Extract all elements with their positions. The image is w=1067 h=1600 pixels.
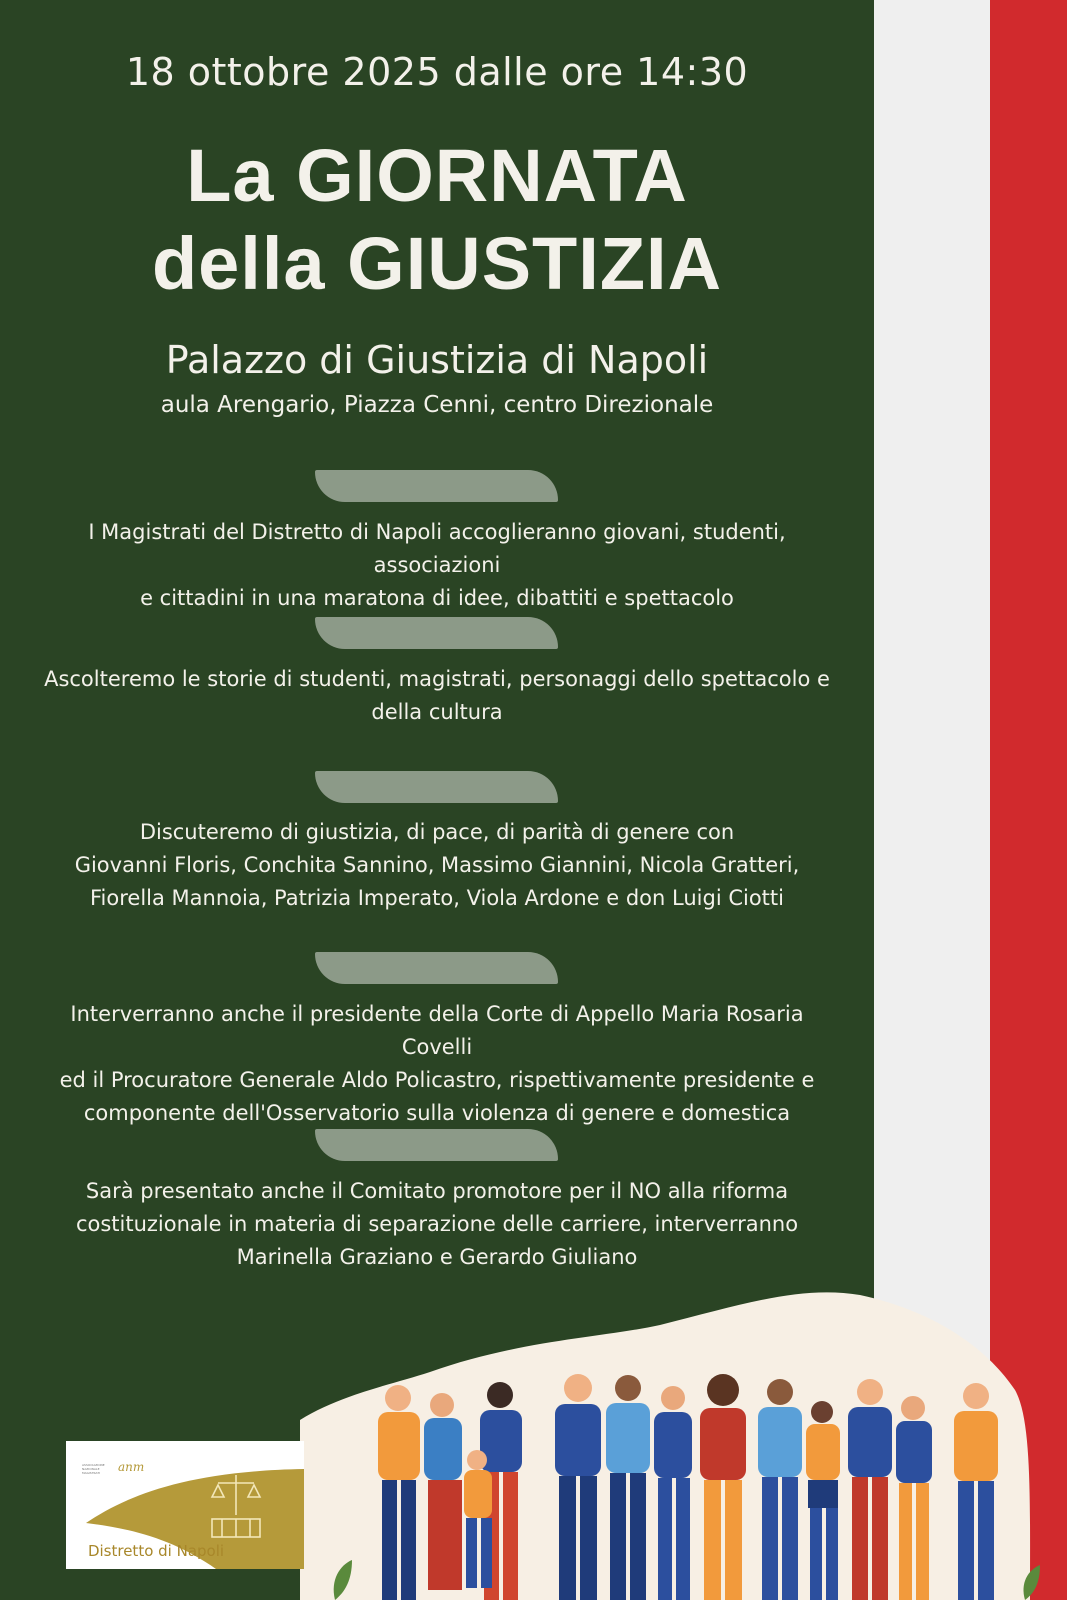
- paragraph-line: ed il Procuratore Generale Aldo Policastro, rispettivamente presidente e: [59, 1068, 815, 1092]
- logo-brand: anm: [118, 1460, 145, 1474]
- anm-logo: [66, 1441, 304, 1569]
- paragraph-line: I Magistrati del Distretto di Napoli accoglieranno giovani, studenti, associazioni: [88, 520, 786, 577]
- paragraph-line: della cultura: [371, 700, 503, 724]
- title-line-2: della GIUSTIZIA: [151, 222, 723, 305]
- person-icon: [424, 1393, 462, 1590]
- title-line-1: La GIORNATA: [186, 134, 688, 217]
- logo-small-text: ASSOCIAZIONE NAZIONALE MAGISTRATI: [82, 1463, 105, 1475]
- logo-district-label: Distretto di Napoli: [87, 1542, 225, 1560]
- paragraph-line: Discuteremo di giustizia, di pace, di parità di genere con: [139, 820, 735, 844]
- paragraph-line: e cittadini in una maratona di idee, dibattiti e spettacolo: [140, 586, 734, 610]
- paragraph-line: Fiorella Mannoia, Patrizia Imperato, Viola Ardone e don Luigi Ciotti: [90, 886, 784, 910]
- paragraph-line: componente dell'Osservatorio sulla violenza di genere e domestica: [83, 1101, 791, 1125]
- paragraph-line: Ascolteremo le storie di studenti, magistrati, personaggi dello spettacolo e: [44, 667, 830, 691]
- event-date: 18 ottobre 2025 dalle ore 14:30: [125, 50, 749, 94]
- venue-name: Palazzo di Giustizia di Napoli: [165, 338, 709, 382]
- paragraph-line: Interverranno anche il presidente della Corte di Appello Maria Rosaria Covelli: [70, 1002, 804, 1059]
- venue-detail: aula Arengario, Piazza Cenni, centro Direzionale: [160, 392, 714, 418]
- paragraph-line: Marinella Graziano e Gerardo Giuliano: [236, 1245, 638, 1269]
- paragraph-line: Giovanni Floris, Conchita Sannino, Massimo Giannini, Nicola Gratteri,: [74, 853, 800, 877]
- paragraph-line: costituzionale in materia di separazione delle carriere, interverranno: [75, 1212, 799, 1236]
- paragraph-line: Sarà presentato anche il Comitato promotore per il NO alla riforma: [85, 1179, 789, 1203]
